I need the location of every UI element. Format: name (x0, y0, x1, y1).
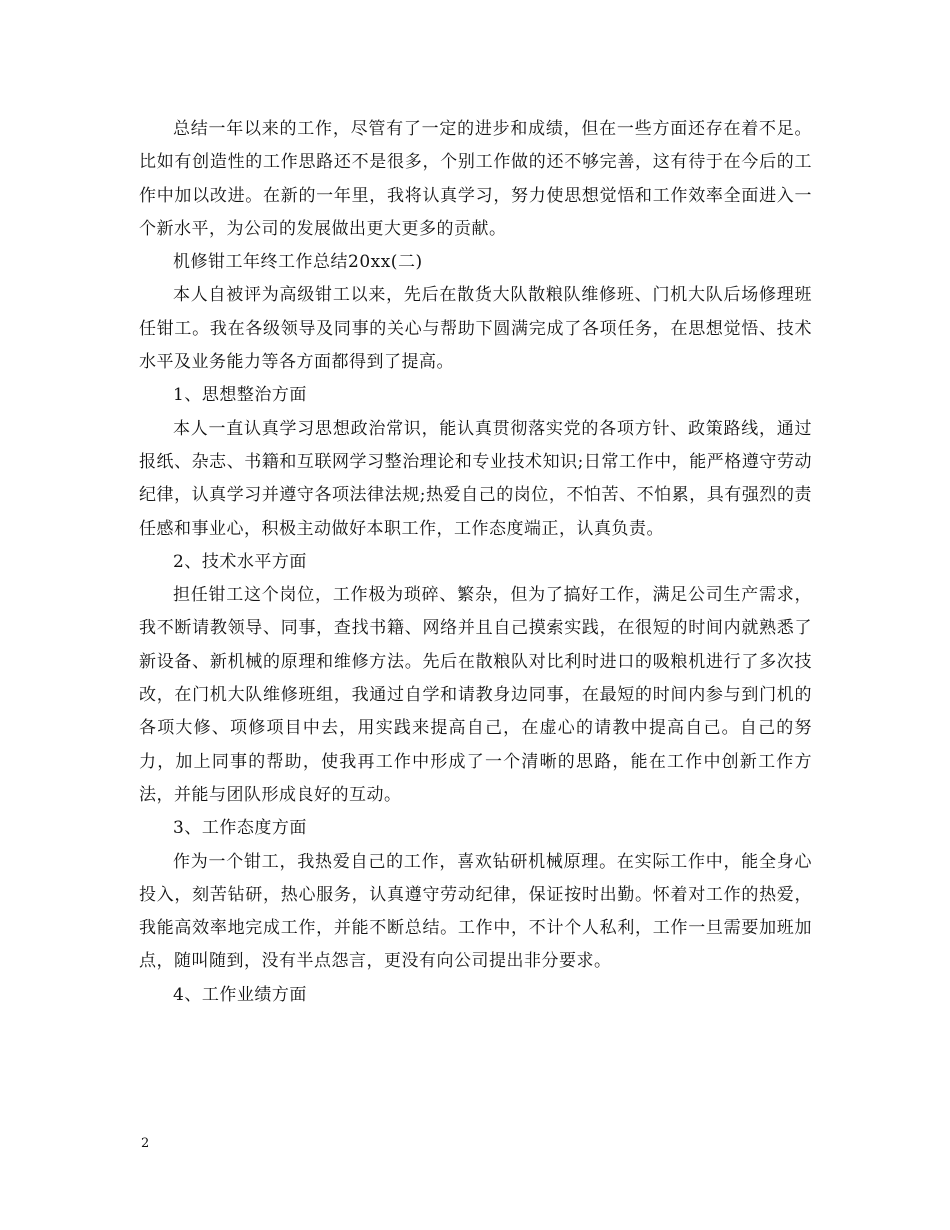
heading-work-attitude: 3、工作态度方面 (173, 818, 307, 839)
heading-technical-level: 2、技术水平方面 (173, 551, 307, 572)
paragraph-intro: 本人自被评为高级钳工以来，先后在散货大队散粮队维修班、门机大队后场修理班任钳工。我在各级领导及同事的关心与帮助下圆满完成了各项任务，在思想觉悟、技术水平及业务能力等各方面都得到了提高。 (139, 285, 812, 373)
paragraph-ideology: 本人一直认真学习思想政治常识，能认真贯彻落实党的各项方针、政策路线，通过报纸、杂志、书籍和互联网学习整治理论和专业技术知识;日常工作中，能严格遵守劳动纪律，认真学习并遵守各项法律法规;热爱自己的岗位，不怕苦、不怕累，具有强烈的责任感和事业心，积极主动做好本职工作，工作态度端正，认真负责。 (139, 418, 812, 539)
paragraph-technical-level: 担任钳工这个岗位，工作极为琐碎、繁杂，但为了搞好工作，满足公司生产需求，我不断请教领导、同事，查找书籍、网络并且自己摸索实践，在很短的时间内就熟悉了新设备、新机械的原理和维修方法。先后在散粮队对比利时进口的吸粮机进行了多次技改，在门机大队维修班组，我通过自学和请教身边同事，在最短的时间内参与到门机的各项大修、项修项目中去，用实践来提高自己，在虚心的请教中提高自己。自己的努力，加上同事的帮助，使我再工作中形成了一个清晰的思路，能在工作中创新工作方法，并能与团队形成良好的互动。 (139, 585, 812, 805)
section-title: 机修钳工年终工作总结20xx(二) (173, 252, 423, 273)
document-body (139, 113, 812, 1012)
page-number: 2 (141, 1136, 150, 1151)
paragraph-work-attitude: 作为一个钳工，我热爱自己的工作，喜欢钻研机械原理。在实际工作中，能全身心投入，刻苦钻研，热心服务，认真遵守劳动纪律，保证按时出勤。怀着对工作的热爱，我能高效率地完成工作，并能不断总结。工作中，不计个人私利，工作一旦需要加班加点，随叫随到，没有半点怨言，更没有向公司提出非分要求。 (139, 851, 812, 972)
heading-ideology: 1、思想整治方面 (173, 385, 307, 406)
paragraph-summary: 总结一年以来的工作，尽管有了一定的进步和成绩，但在一些方面还存在着不足。比如有创造性的工作思路还不是很多，个别工作做的还不够完善，这有待于在今后的工作中加以改进。在新的一年里，我将认真学习，努力使思想觉悟和工作效率全面进入一个新水平，为公司的发展做出更大更多的贡献。 (139, 119, 812, 239)
heading-work-performance: 4、工作业绩方面 (173, 984, 307, 1005)
